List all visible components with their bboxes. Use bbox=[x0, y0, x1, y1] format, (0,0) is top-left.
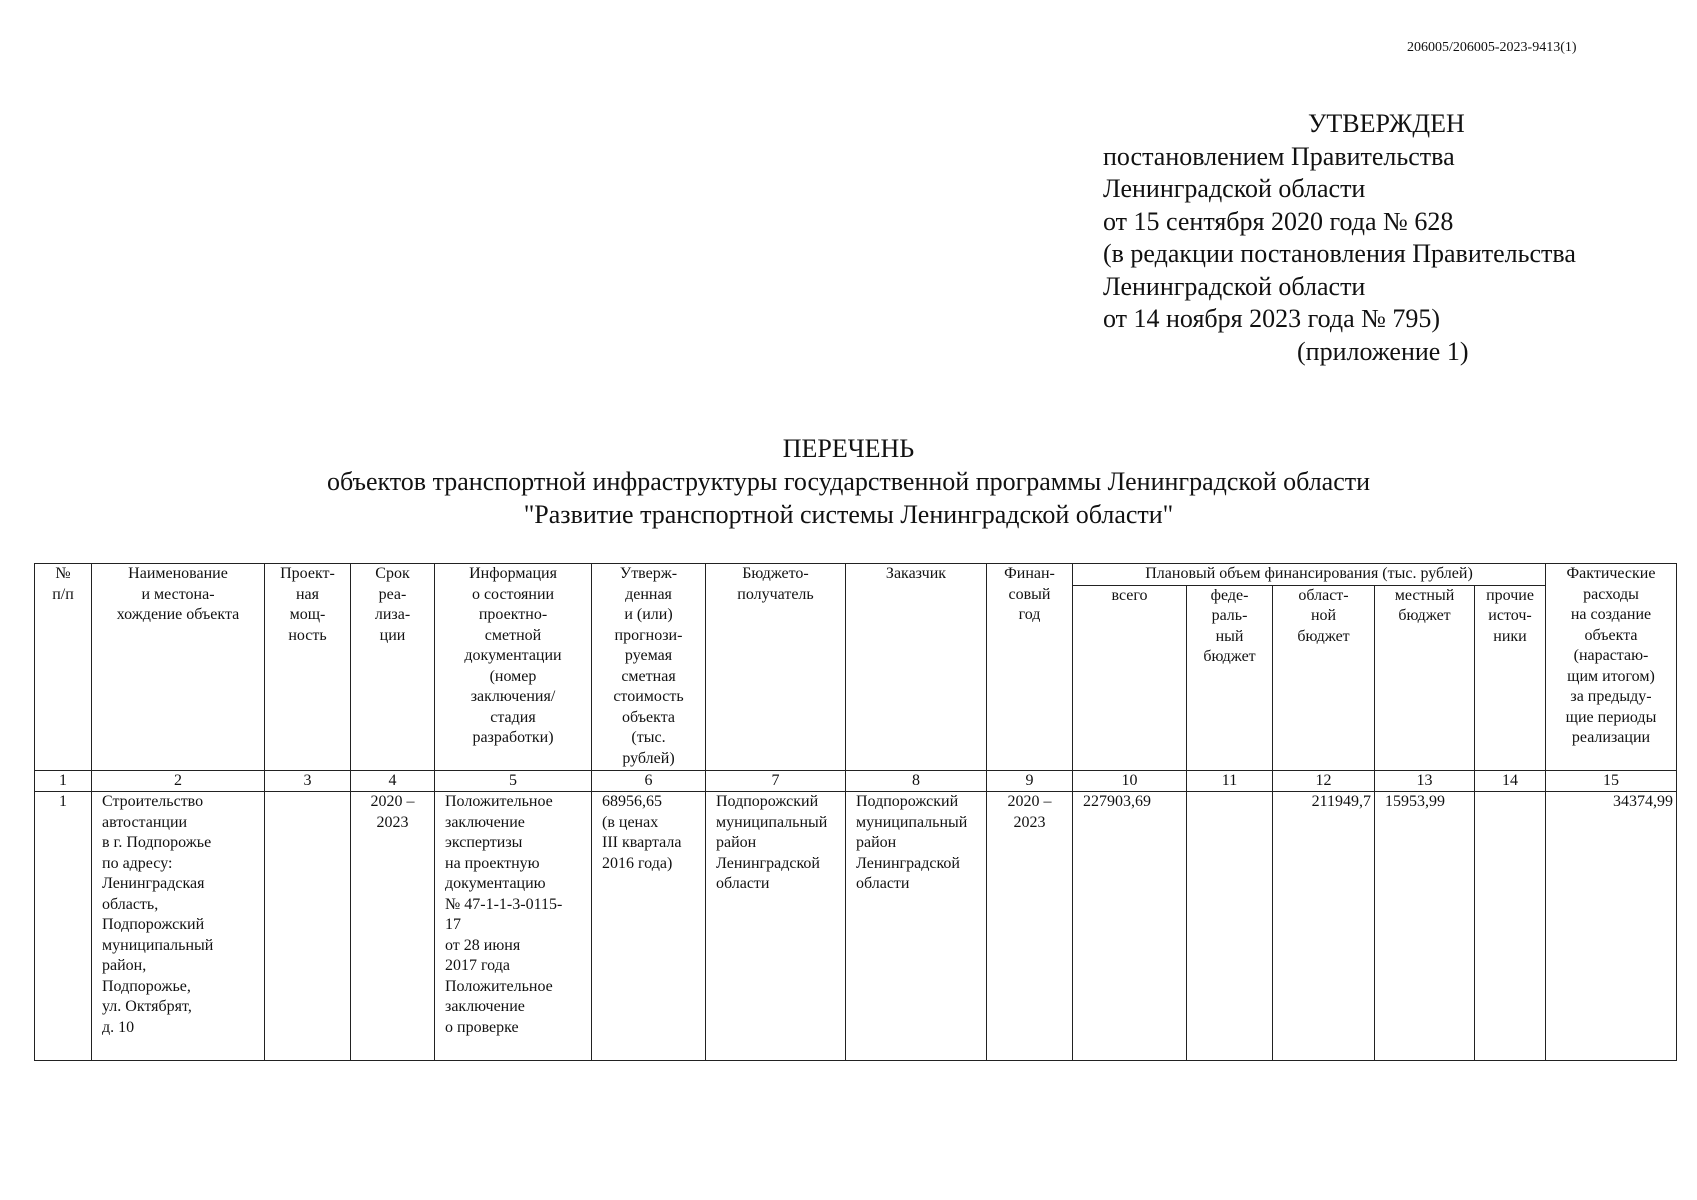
column-number: 1 bbox=[35, 770, 92, 792]
cell-regional: 211949,7 bbox=[1273, 792, 1375, 1061]
cell-actual: 34374,99 bbox=[1546, 792, 1677, 1061]
column-number: 3 bbox=[265, 770, 351, 792]
cell-capacity bbox=[265, 792, 351, 1061]
column-number: 6 bbox=[592, 770, 706, 792]
cell-fin-year: 2020 – 2023 bbox=[987, 792, 1073, 1061]
column-number: 15 bbox=[1546, 770, 1677, 792]
cell-other bbox=[1475, 792, 1546, 1061]
header-term: Срок реа- лиза- ции bbox=[351, 564, 435, 771]
cell-customer: Подпорожский муниципальный район Ленинградской области bbox=[846, 792, 987, 1061]
column-number: 5 bbox=[435, 770, 592, 792]
document-number: 206005/206005-2023-9413(1) bbox=[1407, 40, 1577, 55]
header-other: прочие источ- ники bbox=[1475, 585, 1546, 770]
approval-line: от 14 ноября 2023 года № 795) bbox=[1103, 304, 1441, 333]
cell-total: 227903,69 bbox=[1073, 792, 1187, 1061]
cell-num: 1 bbox=[35, 792, 92, 1061]
cell-name: Строительство автостанции в г. Подпорожье по адресу: Ленинградская область, Подпорожский муниципальный район, Подпорожье, ул. Октябрят, д. 10 bbox=[92, 792, 265, 1061]
table-row bbox=[35, 792, 1677, 1061]
approval-heading: УТВЕРЖДЕН bbox=[1308, 109, 1465, 138]
header-docs: Информация о состоянии проектно- сметной документации (номер заключения/ стадия разработки) bbox=[435, 564, 592, 771]
approval-appendix: (приложение 1) bbox=[1297, 336, 1469, 366]
header-local: местный бюджет bbox=[1375, 585, 1475, 770]
title-line: "Развитие транспортной системы Ленинградской области" bbox=[523, 500, 1174, 529]
column-number: 9 bbox=[987, 770, 1073, 792]
header-row bbox=[35, 564, 1677, 586]
column-number: 10 bbox=[1073, 770, 1187, 792]
header-regional: област- ной бюджет bbox=[1273, 585, 1375, 770]
cell-local: 15953,99 bbox=[1375, 792, 1475, 1061]
column-number: 12 bbox=[1273, 770, 1375, 792]
column-number: 7 bbox=[706, 770, 846, 792]
title-line: ПЕРЕЧЕНЬ bbox=[782, 434, 915, 463]
header-customer: Заказчик bbox=[846, 564, 987, 771]
header-actual: Фактические расходы на создание объекта (нарастаю- щим итогом) за предыду- щие периоды реализации bbox=[1546, 564, 1677, 771]
header-federal: феде- раль- ный бюджет bbox=[1187, 585, 1273, 770]
header-recipient: Бюджето- получатель bbox=[706, 564, 846, 771]
cell-federal bbox=[1187, 792, 1273, 1061]
column-number: 4 bbox=[351, 770, 435, 792]
header-cost: Утверж- денная и (или) прогнози- руемая сметная стоимость объекта (тыс. рублей) bbox=[592, 564, 706, 771]
objects-table bbox=[34, 563, 1677, 1061]
header-fin-year: Финан- совый год bbox=[987, 564, 1073, 771]
column-number: 14 bbox=[1475, 770, 1546, 792]
approval-line: (в редакции постановления Правительства bbox=[1103, 239, 1576, 268]
approval-line: постановлением Правительства bbox=[1103, 141, 1455, 171]
header-name: Наименование и местона- хождение объекта bbox=[92, 564, 265, 771]
column-number-row bbox=[35, 770, 1677, 792]
column-number: 2 bbox=[92, 770, 265, 792]
column-number: 8 bbox=[846, 770, 987, 792]
approval-line: Ленинградской области bbox=[1103, 174, 1366, 203]
cell-cost: 68956,65 (в ценах III квартала 2016 года) bbox=[592, 792, 706, 1061]
header-num: № п/п bbox=[35, 564, 92, 771]
header-capacity: Проект- ная мощ- ность bbox=[265, 564, 351, 771]
document-title bbox=[0, 432, 1697, 531]
column-number: 13 bbox=[1375, 770, 1475, 792]
title-line: объектов транспортной инфраструктуры государственной программы Ленинградской области bbox=[326, 467, 1371, 496]
header-plan-group: Плановый объем финансирования (тыс. рублей) bbox=[1073, 564, 1546, 586]
cell-term: 2020 – 2023 bbox=[351, 792, 435, 1061]
cell-recipient: Подпорожский муниципальный район Ленинградской области bbox=[706, 792, 846, 1061]
approval-block bbox=[1103, 108, 1576, 368]
approval-line: от 15 сентября 2020 года № 628 bbox=[1103, 206, 1454, 236]
cell-docs: Положительное заключение экспертизы на проектную документацию № 47-1-1-3-0115- 17 от 28 июня 2017 года Положительное заключение о проверке bbox=[435, 792, 592, 1061]
header-total: всего bbox=[1073, 585, 1187, 770]
approval-line: Ленинградской области bbox=[1103, 271, 1366, 301]
column-number: 11 bbox=[1187, 770, 1273, 792]
